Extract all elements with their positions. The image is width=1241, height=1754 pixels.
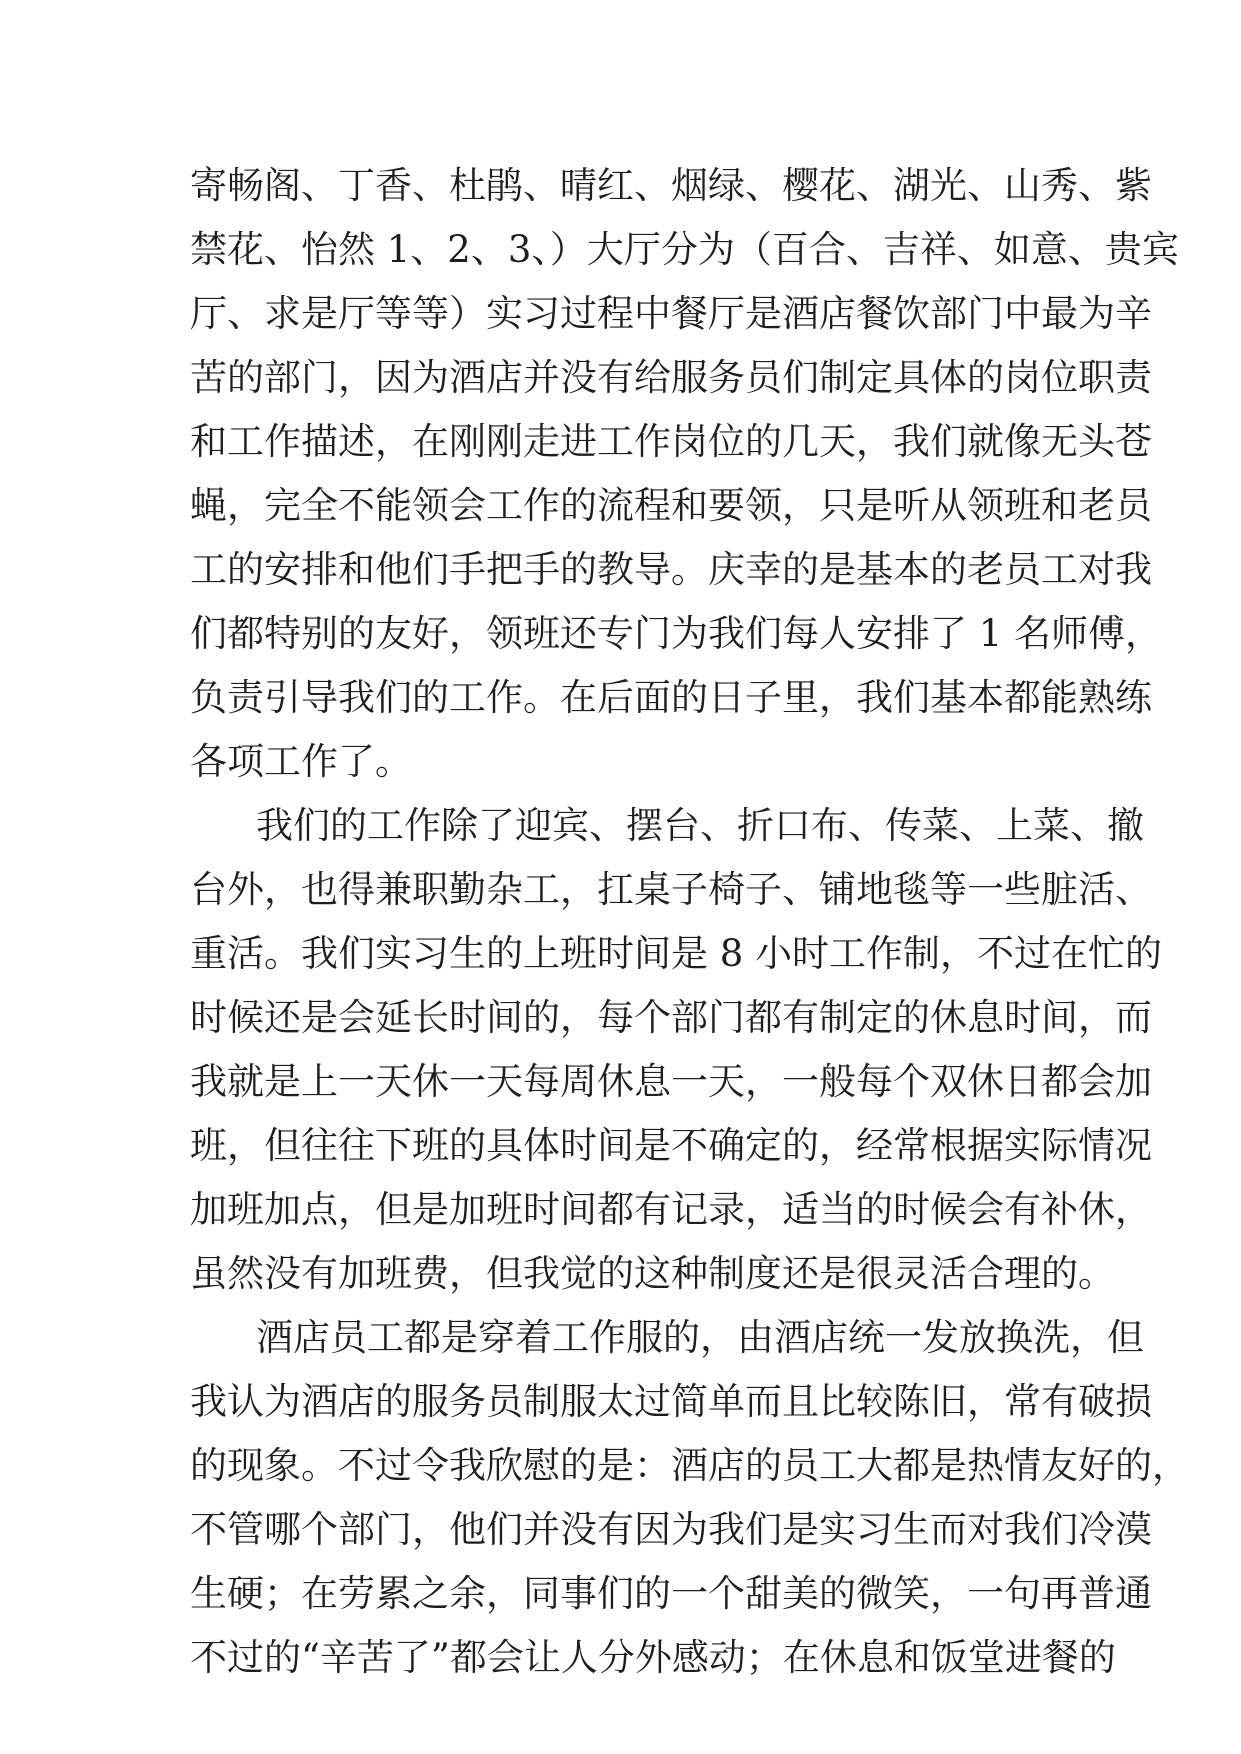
- paragraph-start-line: 我们的工作除了迎宾、摆台、折口布、传菜、上菜、撤: [256, 804, 1144, 847]
- text-line: 重活。我们实习生的上班时间是 8 小时工作制，不过在忙的: [190, 932, 1163, 975]
- text-line: 时候还是会延长时间的，每个部门都有制定的休息时间，而: [190, 996, 1152, 1039]
- paragraph-end-line: 各项工作了。: [190, 740, 412, 783]
- text-line: 我就是上一天休一天每周休息一天，一般每个双休日都会加: [190, 1060, 1152, 1103]
- text-line: 不管哪个部门，他们并没有因为我们是实习生而对我们冷漠: [190, 1508, 1152, 1551]
- text-line: 寄畅阁、丁香、杜鹃、晴红、烟绿、樱花、湖光、山秀、紫: [190, 164, 1152, 207]
- text-line: 不过的“辛苦了”都会让人分外感动；在休息和饭堂进餐的: [190, 1636, 1116, 1679]
- text-line: 厅、求是厅等等）实习过程中餐厅是酒店餐饮部门中最为辛: [190, 292, 1152, 335]
- paragraph-start-line: 酒店员工都是穿着工作服的，由酒店统一发放换洗，但: [256, 1316, 1144, 1359]
- text-line: 苦的部门，因为酒店并没有给服务员们制定具体的岗位职责: [190, 356, 1152, 399]
- text-line: 和工作描述，在刚刚走进工作岗位的几天，我们就像无头苍: [190, 420, 1152, 463]
- text-line: 我认为酒店的服务员制服太过简单而且比较陈旧，常有破损: [190, 1380, 1152, 1423]
- text-line: 的现象。不过令我欣慰的是：酒店的员工大都是热情友好的，: [190, 1444, 1189, 1487]
- text-line: 生硬；在劳累之余，同事们的一个甜美的微笑，一句再普通: [190, 1572, 1152, 1615]
- text-line: 加班加点，但是加班时间都有记录，适当的时候会有补休，: [190, 1188, 1152, 1231]
- paragraph-end-line: 虽然没有加班费，但我觉的这种制度还是很灵活合理的。: [190, 1252, 1115, 1295]
- text-line: 禁花、怡然 1、2、3、）大厅分为（百合、吉祥、如意、贵宾: [190, 228, 1179, 271]
- text-line: 工的安排和他们手把手的教导。庆幸的是基本的老员工对我: [190, 548, 1152, 591]
- text-line: 台外，也得兼职勤杂工，扛桌子椅子、铺地毯等一些脏活、: [190, 868, 1152, 911]
- text-line: 班，但往往下班的具体时间是不确定的，经常根据实际情况: [190, 1124, 1152, 1167]
- text-line: 负责引导我们的工作。在后面的日子里，我们基本都能熟练: [190, 676, 1152, 719]
- text-line: 蝇，完全不能领会工作的流程和要领，只是听从领班和老员: [190, 484, 1152, 527]
- document-body: [190, 154, 1189, 1690]
- text-line: 们都特别的友好，领班还专门为我们每人安排了 1 名师傅，: [190, 612, 1163, 655]
